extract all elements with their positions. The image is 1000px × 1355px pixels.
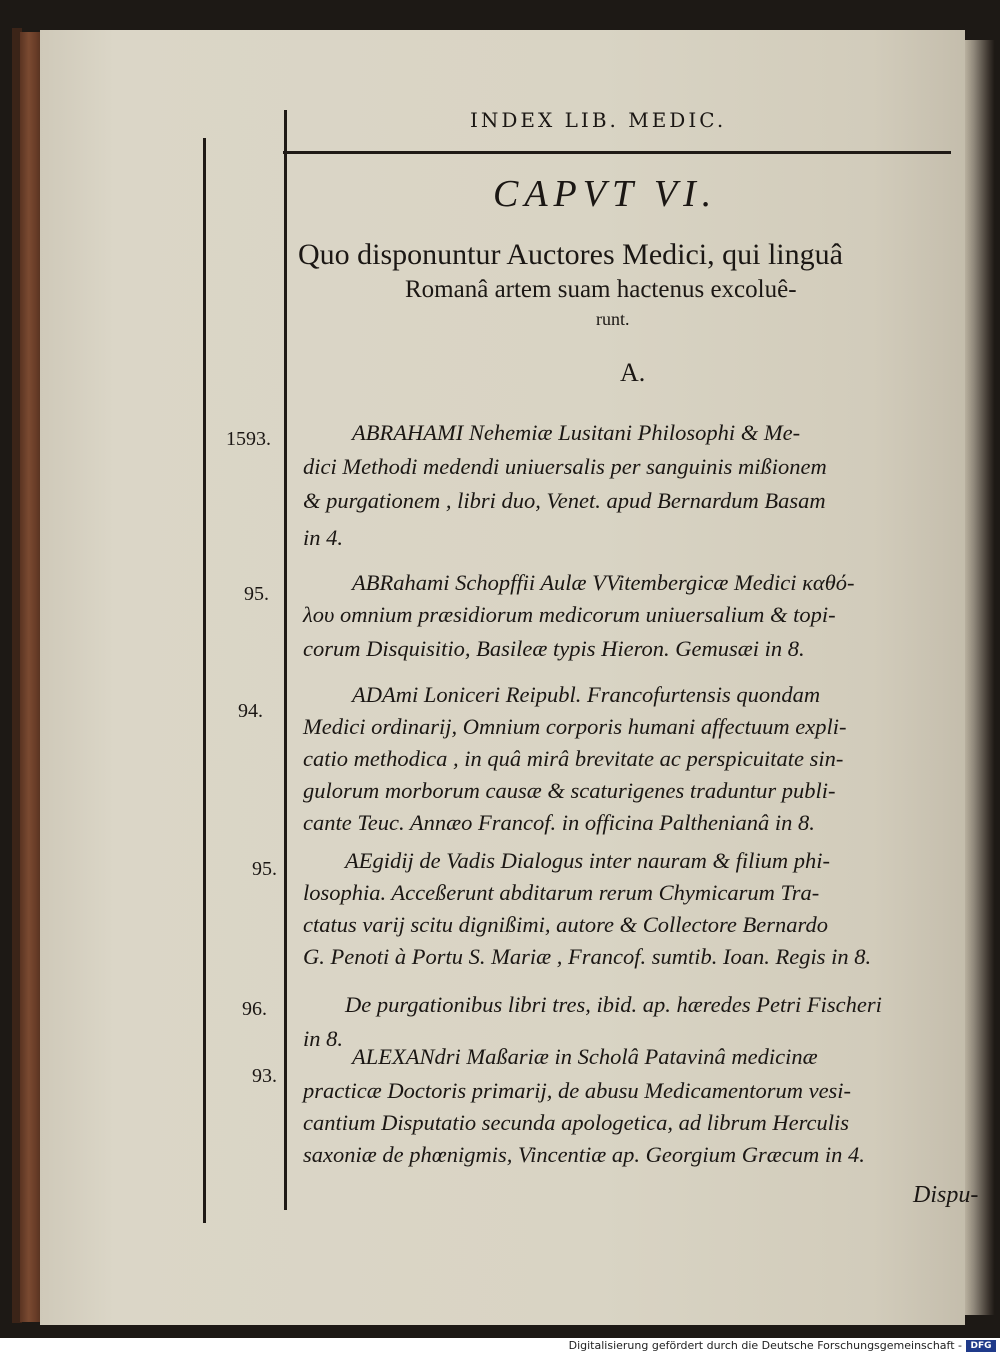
entry-line: cantium Disputatio secunda apologetica, ad librum Herculis: [303, 1110, 849, 1135]
entry-line: ALEXANdri Maßariæ in Scholâ Patavinâ medicinæ: [352, 1044, 818, 1069]
entry-line: saxoniæ de phœnigmis, Vincentiæ ap. Georgium Græcum in 4.: [303, 1142, 865, 1167]
margin-year: 96.: [242, 998, 267, 1020]
margin-year: 1593.: [226, 428, 271, 450]
left-margin-rule: [203, 138, 206, 1223]
entry-line: practicæ Doctoris primarij, de abusu Medicamentorum vesi-: [303, 1078, 852, 1103]
footer-credit: Digitalisierung gefördert durch die Deutsche Forschungsgemeinschaft -: [568, 1339, 962, 1352]
catchword: Dispu-: [913, 1182, 979, 1208]
entry-line: catio methodica , in quâ mirâ brevitate ac perspicuitate sin-: [303, 746, 844, 771]
chapter-heading-line: Quo disponuntur Auctores Medici, qui linguâ: [298, 238, 843, 271]
running-head: INDEX LIB. MEDIC.: [470, 108, 727, 132]
entry-line: AEgidij de Vadis Dialogus inter nauram & filium phi-: [345, 848, 830, 873]
entry-line: ABRAHAMI Nehemiæ Lusitani Philosophi & Me-: [352, 420, 801, 445]
entry-line: ADAmi Loniceri Reipubl. Francofurtensis quondam: [352, 682, 821, 707]
margin-year: 93.: [252, 1065, 277, 1087]
entry-line: dici Methodi medendi uniuersalis per sanguinis mißionem: [303, 454, 827, 479]
entry-line: λου omnium præsidiorum medicorum uniuersalium & topi-: [303, 602, 836, 627]
entry-line: ctatus varij scitu dignißimi, autore & Collectore Bernardo: [303, 912, 828, 937]
chapter-heading-line: runt.: [596, 309, 630, 329]
text-margin-rule: [284, 110, 287, 1210]
entry-line: De purgationibus libri tres, ibid. ap. hæredes Petri Fischeri: [345, 992, 882, 1017]
entry-line: in 4.: [303, 525, 344, 550]
digitization-footer: [0, 1338, 1000, 1355]
chapter-heading-line: Romanâ artem suam hactenus excoluê-: [405, 276, 797, 303]
header-rule: [283, 151, 951, 154]
entry-line: in 8.: [303, 1026, 344, 1051]
chapter-title: CAPVT VI.: [493, 173, 718, 215]
entry-line: Medici ordinarij, Omnium corporis humani affectuum expli-: [303, 714, 847, 739]
page-edge-shadow: [965, 40, 995, 1315]
margin-year: 95.: [252, 858, 277, 880]
entry-line: cante Teuc. Annæo Francof. in officina Palthenianâ in 8.: [303, 810, 815, 835]
entry-line: corum Disquisitio, Basileæ typis Hieron. Gemusæi in 8.: [303, 636, 805, 661]
section-letter: A.: [620, 358, 646, 387]
entry-line: ABRahami Schopffii Aulæ VVitembergicæ Medici καθό-: [352, 570, 855, 595]
entry-line: G. Penoti à Portu S. Mariæ , Francof. sumtib. Ioan. Regis in 8.: [303, 944, 872, 969]
dfg-logo-icon: DFG: [966, 1340, 996, 1352]
entry-line: gulorum morborum causæ & scaturigenes traduntur publi-: [303, 778, 836, 803]
entry-line: & purgationem , libri duo, Venet. apud Bernardum Basam: [303, 488, 826, 513]
book-binding-edge: [20, 32, 42, 1322]
entry-line: losophia. Acceßerunt abditarum rerum Chymicarum Tra-: [303, 880, 820, 905]
margin-year: 94.: [238, 700, 263, 722]
margin-year: 95.: [244, 583, 269, 605]
